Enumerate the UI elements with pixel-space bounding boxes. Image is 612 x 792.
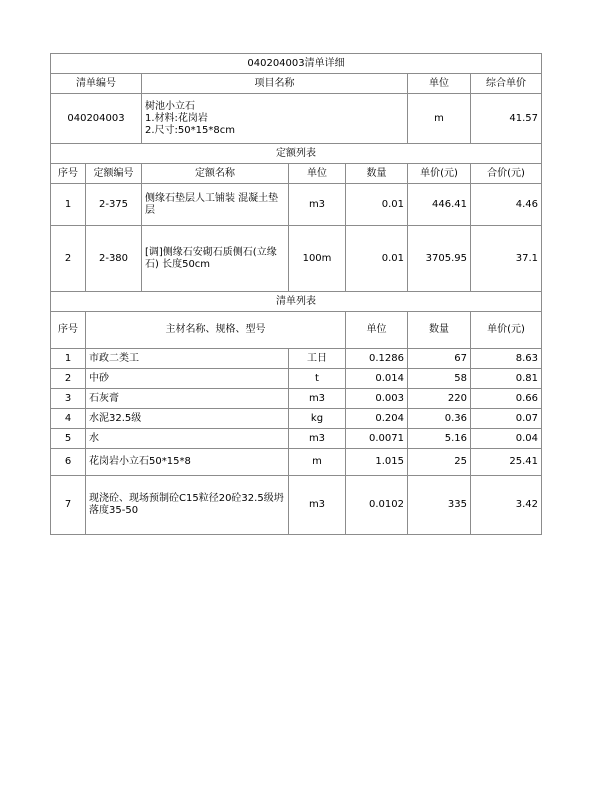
bill-name-line: 2.尺寸:50*15*8cm (145, 124, 235, 136)
bill-name-header: 项目名称 (142, 74, 408, 94)
list-seq: 5 (51, 429, 86, 449)
list-price: 0.36 (408, 409, 471, 429)
quota-price: 446.41 (408, 184, 471, 226)
list-total: 3.42 (471, 476, 542, 535)
bill-detail-table (50, 53, 542, 535)
list-qty: 0.0071 (346, 429, 408, 449)
quota-seq: 1 (51, 184, 86, 226)
quota-total: 4.46 (471, 184, 542, 226)
bill-header-row (51, 74, 542, 94)
list-row (51, 369, 542, 389)
list-row (51, 349, 542, 369)
quota-row (51, 184, 542, 226)
list-name: 中砂 (86, 369, 289, 389)
list-seq: 1 (51, 349, 86, 369)
list-price: 335 (408, 476, 471, 535)
quota-row (51, 226, 542, 292)
list-header-row (51, 312, 542, 349)
list-price: 58 (408, 369, 471, 389)
list-price: 5.16 (408, 429, 471, 449)
list-row (51, 389, 542, 409)
quota-qty: 0.01 (346, 226, 408, 292)
list-unit: m (289, 449, 346, 476)
list-name: 花岗岩小立石50*15*8 (86, 449, 289, 476)
list-price-header: 单价(元) (471, 312, 542, 349)
list-row (51, 449, 542, 476)
quota-section-row (51, 144, 542, 164)
quota-code: 2-375 (86, 184, 142, 226)
list-name: 水 (86, 429, 289, 449)
list-seq: 4 (51, 409, 86, 429)
quota-qty-header: 数量 (346, 164, 408, 184)
quota-price-header: 单价(元) (408, 164, 471, 184)
list-total: 8.63 (471, 349, 542, 369)
bill-name (142, 94, 408, 144)
list-row (51, 409, 542, 429)
list-unit: 工日 (289, 349, 346, 369)
quota-name-header: 定额名称 (142, 164, 289, 184)
list-unit: m3 (289, 476, 346, 535)
list-name: 石灰膏 (86, 389, 289, 409)
quota-qty: 0.01 (346, 184, 408, 226)
bill-code: 040204003 (51, 94, 142, 144)
list-qty-header: 数量 (408, 312, 471, 349)
bill-name-line: 1.材料:花岗岩 (145, 112, 208, 124)
quota-unit: m3 (289, 184, 346, 226)
list-name-header: 主材名称、规格、型号 (86, 312, 346, 349)
bill-price: 41.57 (471, 94, 542, 144)
quota-header-row (51, 164, 542, 184)
list-row (51, 429, 542, 449)
bill-unit: m (408, 94, 471, 144)
quota-total-header: 合价(元) (471, 164, 542, 184)
list-section-row (51, 292, 542, 312)
bill-row (51, 94, 542, 144)
title-row (51, 54, 542, 74)
bill-name-line: 树池小立石 (145, 100, 195, 112)
quota-unit-header: 单位 (289, 164, 346, 184)
list-qty: 1.015 (346, 449, 408, 476)
quota-code: 2-380 (86, 226, 142, 292)
list-name: 水泥32.5级 (86, 409, 289, 429)
list-seq-header: 序号 (51, 312, 86, 349)
quota-code-header: 定额编号 (86, 164, 142, 184)
list-qty: 0.1286 (346, 349, 408, 369)
list-price: 67 (408, 349, 471, 369)
list-qty: 0.014 (346, 369, 408, 389)
list-total: 25.41 (471, 449, 542, 476)
list-total: 0.04 (471, 429, 542, 449)
quota-seq-header: 序号 (51, 164, 86, 184)
list-qty: 0.003 (346, 389, 408, 409)
list-total: 0.07 (471, 409, 542, 429)
quota-name: [调]侧缘石安砌石质侧石(立缘石) 长度50cm (142, 226, 289, 292)
table-title: 040204003清单详细 (51, 54, 542, 74)
list-total: 0.81 (471, 369, 542, 389)
list-price: 220 (408, 389, 471, 409)
list-unit: kg (289, 409, 346, 429)
list-seq: 6 (51, 449, 86, 476)
quota-name: 侧缘石垫层人工铺装 混凝土垫层 (142, 184, 289, 226)
quota-section-title: 定额列表 (51, 144, 542, 164)
bill-price-header: 综合单价 (471, 74, 542, 94)
list-total: 0.66 (471, 389, 542, 409)
list-price: 25 (408, 449, 471, 476)
bill-unit-header: 单位 (408, 74, 471, 94)
list-seq: 2 (51, 369, 86, 389)
list-name: 现浇砼、现场预制砼C15粒径20砼32.5级坍落度35-50 (86, 476, 289, 535)
list-seq: 7 (51, 476, 86, 535)
bill-code-header: 清单编号 (51, 74, 142, 94)
quota-seq: 2 (51, 226, 86, 292)
list-unit-header: 单位 (346, 312, 408, 349)
quota-total: 37.1 (471, 226, 542, 292)
quota-unit: 100m (289, 226, 346, 292)
list-name: 市政二类工 (86, 349, 289, 369)
list-unit: m3 (289, 429, 346, 449)
list-seq: 3 (51, 389, 86, 409)
list-row (51, 476, 542, 535)
list-qty: 0.0102 (346, 476, 408, 535)
quota-price: 3705.95 (408, 226, 471, 292)
list-section-title: 清单列表 (51, 292, 542, 312)
list-unit: t (289, 369, 346, 389)
list-unit: m3 (289, 389, 346, 409)
list-qty: 0.204 (346, 409, 408, 429)
